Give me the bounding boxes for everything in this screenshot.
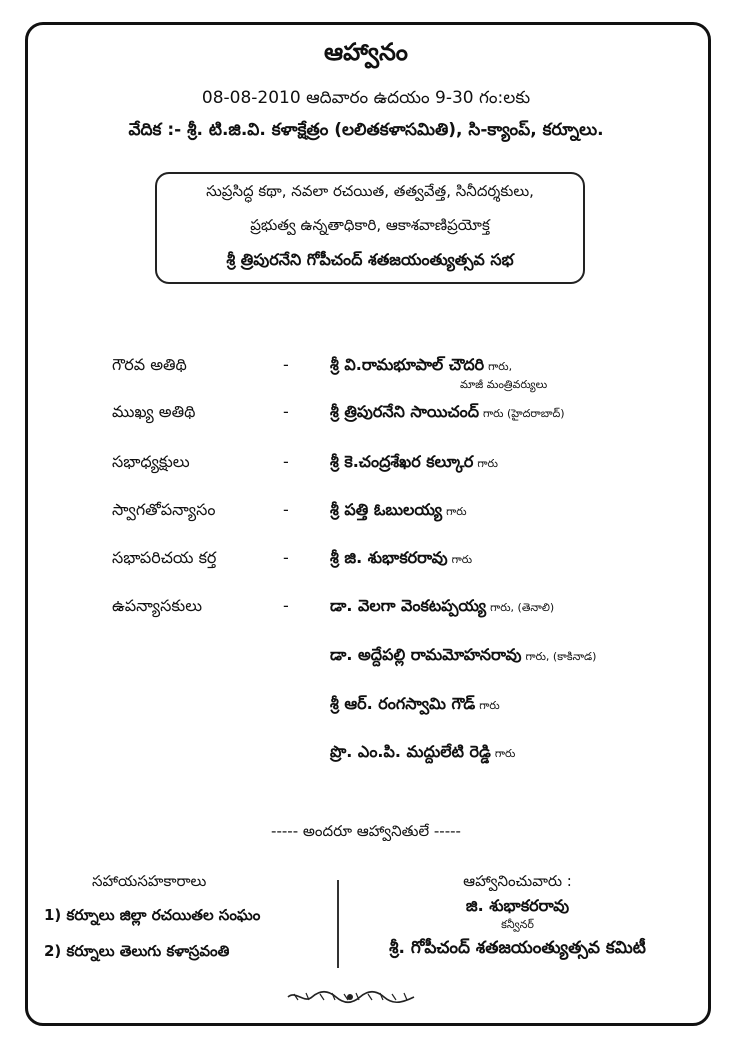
guest-name [330,355,512,378]
separator-dash: - [283,402,289,421]
guest-name-text: ప్రొ. ఎం.పి. మద్దులేటి రెడ్డి [330,742,491,761]
guest-name-text: శ్రీ పత్తి ఓబులయ్య [330,500,443,519]
guest-name [330,694,500,717]
guest-name-text: శ్రీ ఆర్. రంగస్వామి గౌడ్ [330,694,476,713]
guest-name [330,596,554,619]
date-line: 08-08-2010 ఆదివారం ఉదయం 9-30 గం:లకు [201,88,531,108]
guest-row [0,452,732,482]
guest-name-text: శ్రీ జి. శుభాకరరావు [330,548,448,567]
guest-subtitle: మాజీ మంత్రివర్యులు [460,378,548,391]
guest-role: గౌరవ అతిథి [112,355,187,374]
guest-name [330,645,596,668]
guest-suffix: గారు [479,699,500,712]
guest-name [330,500,467,523]
supporters-heading: సహాయసహకారాలు [92,872,207,890]
decorative-ornament-icon [286,988,416,1006]
description-line-2: ప్రభుత్వ ఉన్నతాధికారి, ఆకాశవాణిప్రయోక్త [250,216,490,234]
supporter-item: 2) కర్నూలు తెలుగు కళాస్రవంతి [44,942,230,960]
guest-row [0,500,732,530]
guest-row [0,645,732,675]
guest-role: ఉపన్యాసకులు [112,596,203,615]
committee-name: శ్రీ. గోపీచంద్ శతజయంత్యుత్సవ కమిటీ [389,938,646,958]
guest-role: స్వాగతోపన్యాసం [112,500,216,519]
guest-role: ముఖ్య అతిథి [112,402,196,421]
guest-name-text: శ్రీ వి.రామభూపాల్ చౌదరి [330,355,485,374]
guest-suffix: గారు [494,747,516,760]
guest-row [0,548,732,578]
event-description-box [155,172,585,284]
guest-name [330,548,472,571]
inviter-heading: ఆహ్వానించువారు : [463,872,572,890]
inviter-designation: కన్వీనర్ [501,918,534,931]
guest-name-text: శ్రీ త్రిపురనేని సాయిచంద్ [330,402,480,421]
guest-name-text: శ్రీ కె.చంద్రశేఖర కల్కూర [330,452,474,471]
guest-name-text: డా. వెలగా వెంకటప్పయ్య [330,596,487,615]
guest-row [0,402,732,432]
venue-line: వేదిక :- శ్రీ. టి.జి.వి. కళాక్షేత్రం (లలితకళాసమితి), సి-క్యాంప్, కర్నూలు. [128,120,604,140]
welcome-line: ----- అందరూ ఆహ్వానితులే ----- [271,822,461,840]
inviter-name: జి. శుభాకరరావు [465,896,570,915]
separator-dash: - [283,596,289,615]
separator-dash: - [283,355,289,374]
guest-row [0,742,732,772]
event-name: శ్రీ త్రిపురనేని గోపీచంద్ శతజయంత్యుత్సవ సభ [226,250,514,269]
guest-row [0,596,732,626]
guest-suffix: గారు, [488,360,513,373]
guest-name-text: డా. అద్దేపల్లి రామమోహనరావు [330,645,522,664]
guest-suffix: గారు, (తెనాలి) [490,601,555,614]
column-divider [337,880,339,968]
supporter-item: 1) కర్నూలు జిల్లా రచయితల సంఘం [44,906,261,924]
guest-name [330,742,515,765]
separator-dash: - [283,548,289,567]
guest-name [330,402,565,425]
guest-role: సభాధ్యక్షులు [112,452,190,471]
guest-row [0,694,732,724]
separator-dash: - [283,452,289,471]
description-line-1: సుప్రసిద్ధ కథా, నవలా రచయిత, తత్వవేత్త, సినీదర్శకులు, [206,182,534,200]
guest-suffix: గారు [477,457,498,470]
guest-suffix: గారు [451,553,473,566]
page-title: ఆహ్వానం [324,38,408,66]
guest-suffix: గారు [446,505,467,518]
guest-suffix: గారు (హైదరాబాద్) [483,407,565,420]
separator-dash: - [283,500,289,519]
guest-suffix: గారు, (కాకినాడ) [525,650,597,663]
guest-row [0,355,732,385]
guest-name [330,452,498,475]
guest-role: సభాపరిచయ కర్త [112,548,217,567]
